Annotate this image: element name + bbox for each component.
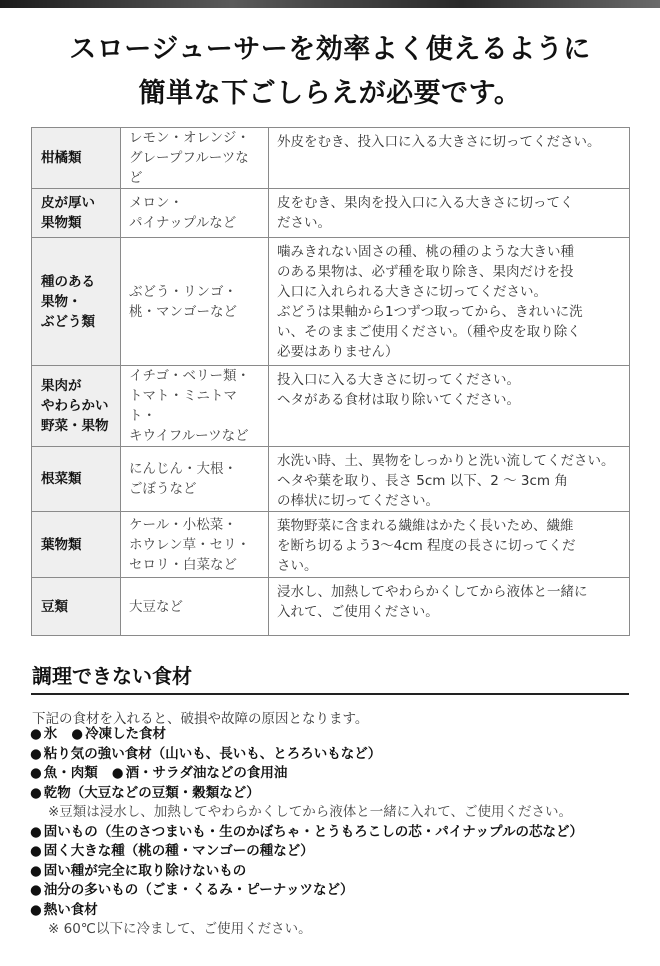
unusable-intro: 下記の食材を入れると、破損や故障の原因となります。 bbox=[32, 711, 369, 727]
cell-line: 果肉が bbox=[41, 378, 82, 394]
page-headline bbox=[0, 28, 660, 116]
category-cell bbox=[32, 447, 121, 512]
section-divider bbox=[31, 693, 629, 695]
cell-line: 豆類 bbox=[41, 598, 68, 615]
cell-line: トマト・ミニトマト・ bbox=[129, 388, 237, 424]
list-item-text: 魚・肉類 bbox=[43, 765, 98, 781]
list-item-text: 氷 bbox=[43, 726, 58, 742]
cell-line: ださい。 bbox=[277, 215, 331, 231]
bullet-icon: ● bbox=[30, 784, 42, 801]
list-item-text: 熱い食材 bbox=[43, 901, 98, 918]
cell-line: 果物・ bbox=[41, 293, 82, 310]
table-row bbox=[32, 512, 630, 578]
headline-line-1: スロージューサーを効率よく使えるように bbox=[69, 34, 591, 65]
unusable-section-title: 調理できない食材 bbox=[32, 664, 192, 688]
cell-line: グレープフルーツなど bbox=[129, 150, 249, 186]
instructions-cell bbox=[269, 512, 630, 578]
cell-line: 果物類 bbox=[41, 215, 82, 231]
list-note: ※ 60℃以下に冷まして、ご使用ください。 bbox=[48, 921, 312, 937]
category-cell bbox=[32, 128, 121, 189]
cell-line: 浸水し、加熱してやわらかくしてから液体と一緒に bbox=[277, 584, 588, 600]
cell-line: ホウレン草・セリ・ bbox=[129, 536, 251, 553]
bullet-icon: ● bbox=[71, 726, 84, 742]
list-item-text: 固く大きな種（桃の種・マンゴーの種など） bbox=[43, 843, 314, 859]
table-row bbox=[32, 366, 630, 447]
cell-line: 葉物類 bbox=[41, 536, 82, 553]
instructions-cell bbox=[269, 578, 630, 636]
bullet-icon: ● bbox=[30, 901, 42, 918]
list-item bbox=[30, 901, 640, 921]
list-item-text: 固いもの（生のさつまいも・生のかぼちゃ・とうもろこしの芯・パイナップルの芯など） bbox=[43, 823, 583, 840]
bullet-icon: ● bbox=[30, 726, 42, 742]
cell-line: ヘタや葉を取り、長さ 5cm 以下、2 ～ 3cm 角 bbox=[277, 473, 568, 489]
cell-line: 野菜・果物 bbox=[41, 418, 109, 434]
cell-line: 大豆など bbox=[129, 598, 183, 615]
category-cell bbox=[32, 238, 121, 366]
cell-line: 入れて、ご使用ください。 bbox=[277, 604, 439, 620]
cell-line: を断ち切るよう3～4cm 程度の長さに切ってくだ bbox=[277, 538, 576, 554]
bullet-icon: ● bbox=[111, 765, 124, 781]
list-item bbox=[30, 784, 640, 804]
cell-line: メロン・ bbox=[129, 195, 183, 211]
preparation-table bbox=[31, 127, 630, 636]
list-item bbox=[30, 842, 640, 862]
category-cell bbox=[32, 512, 121, 578]
cell-line: イチゴ・ベリー類・ bbox=[129, 368, 250, 384]
cell-line: 桃・マンゴーなど bbox=[129, 303, 237, 320]
list-item-text: 酒・サラダ油などの食用油 bbox=[125, 765, 288, 781]
list-item bbox=[30, 745, 640, 765]
instructions-cell bbox=[269, 366, 630, 447]
cell-line: ごぼうなど bbox=[129, 481, 197, 497]
cell-line: 入口に入れられる大きさに切ってください。 bbox=[277, 284, 547, 300]
cell-line: ぶどうは果軸から1つずつ取ってから、きれいに洗 bbox=[277, 304, 583, 320]
items-cell bbox=[121, 447, 269, 512]
table-row bbox=[32, 447, 630, 512]
cell-line: ケール・小松菜・ bbox=[129, 516, 237, 533]
cell-line: 柑橘類 bbox=[41, 150, 82, 166]
cell-line: の棒状に切ってください。 bbox=[277, 493, 439, 509]
cell-line: 噛みきれない固さの種、桃の種のような大きい種 bbox=[277, 244, 574, 260]
bullet-icon: ● bbox=[30, 823, 42, 840]
items-cell bbox=[121, 512, 269, 578]
list-item-text: 乾物（大豆などの豆類・穀類など） bbox=[43, 784, 260, 801]
cell-line: ヘタがある食材は取り除いてください。 bbox=[277, 392, 520, 408]
cell-line: い、そのままご使用ください。（種や皮を取り除く bbox=[277, 324, 581, 340]
list-item-text: 冷凍した食材 bbox=[85, 726, 167, 742]
list-item bbox=[30, 764, 640, 784]
list-item bbox=[30, 823, 640, 843]
cell-line: さい。 bbox=[277, 558, 318, 574]
cell-line: ぶどう類 bbox=[41, 313, 95, 330]
cell-line: キウイフルーツなど bbox=[129, 428, 249, 444]
cell-line: やわらかい bbox=[41, 398, 109, 414]
cell-line: 投入口に入る大きさに切ってください。 bbox=[277, 372, 520, 388]
headline-line-2: 簡単な下ごしらえが必要です。 bbox=[138, 78, 522, 109]
cell-line: セロリ・白菜など bbox=[129, 556, 237, 573]
list-item bbox=[30, 881, 640, 901]
items-cell bbox=[121, 366, 269, 447]
items-cell bbox=[121, 128, 269, 189]
items-cell bbox=[121, 238, 269, 366]
list-item bbox=[30, 862, 640, 882]
table-row bbox=[32, 128, 630, 189]
cell-line: にんじん・大根・ bbox=[129, 461, 237, 477]
instructions-cell bbox=[269, 447, 630, 512]
cell-line: ぶどう・リンゴ・ bbox=[129, 283, 237, 300]
list-item bbox=[30, 725, 640, 745]
cell-line: 皮が厚い bbox=[41, 195, 95, 211]
category-cell bbox=[32, 366, 121, 447]
bullet-icon: ● bbox=[30, 745, 42, 762]
bullet-icon: ● bbox=[30, 862, 42, 879]
cell-line: パイナップルなど bbox=[129, 215, 237, 231]
cell-line: 水洗い時、土、異物をしっかりと洗い流してください。 bbox=[277, 453, 615, 469]
cell-line: 外皮をむき、投入口に入る大きさに切ってください。 bbox=[277, 134, 601, 150]
table-row bbox=[32, 578, 630, 636]
cell-line: のある果物は、必ず種を取り除き、果肉だけを投 bbox=[277, 264, 574, 280]
category-cell bbox=[32, 578, 121, 636]
cell-line: レモン・オレンジ・ bbox=[129, 130, 250, 146]
cell-line: 根菜類 bbox=[41, 471, 82, 487]
list-item-text: 油分の多いもの（ごま・くるみ・ピーナッツなど） bbox=[43, 882, 354, 898]
cell-line: 種のある bbox=[41, 273, 95, 290]
instructions-cell bbox=[269, 189, 630, 238]
items-cell bbox=[121, 189, 269, 238]
table-row bbox=[32, 238, 630, 366]
bullet-icon: ● bbox=[30, 843, 42, 859]
items-cell bbox=[121, 578, 269, 636]
table-row bbox=[32, 189, 630, 238]
cell-line: 必要はありません） bbox=[277, 344, 399, 360]
top-decorative-bar bbox=[0, 0, 660, 8]
unusable-food-list bbox=[30, 725, 640, 940]
cell-line: 葉物野菜に含まれる繊維はかたく長いため、繊維 bbox=[277, 518, 574, 534]
instructions-cell bbox=[269, 238, 630, 366]
cell-line: 皮をむき、果肉を投入口に入る大きさに切ってく bbox=[277, 195, 574, 211]
category-cell bbox=[32, 189, 121, 238]
bullet-icon: ● bbox=[30, 765, 42, 781]
list-item-text: 固い種が完全に取り除けないもの bbox=[43, 862, 247, 879]
list-item-text: 粘り気の強い食材（山いも、長いも、とろろいもなど） bbox=[43, 745, 382, 762]
bullet-icon: ● bbox=[30, 882, 42, 898]
list-note: ※豆類は浸水し、加熱してやわらかくしてから液体と一緒に入れて、ご使用ください。 bbox=[48, 804, 573, 820]
instructions-cell bbox=[269, 128, 630, 189]
